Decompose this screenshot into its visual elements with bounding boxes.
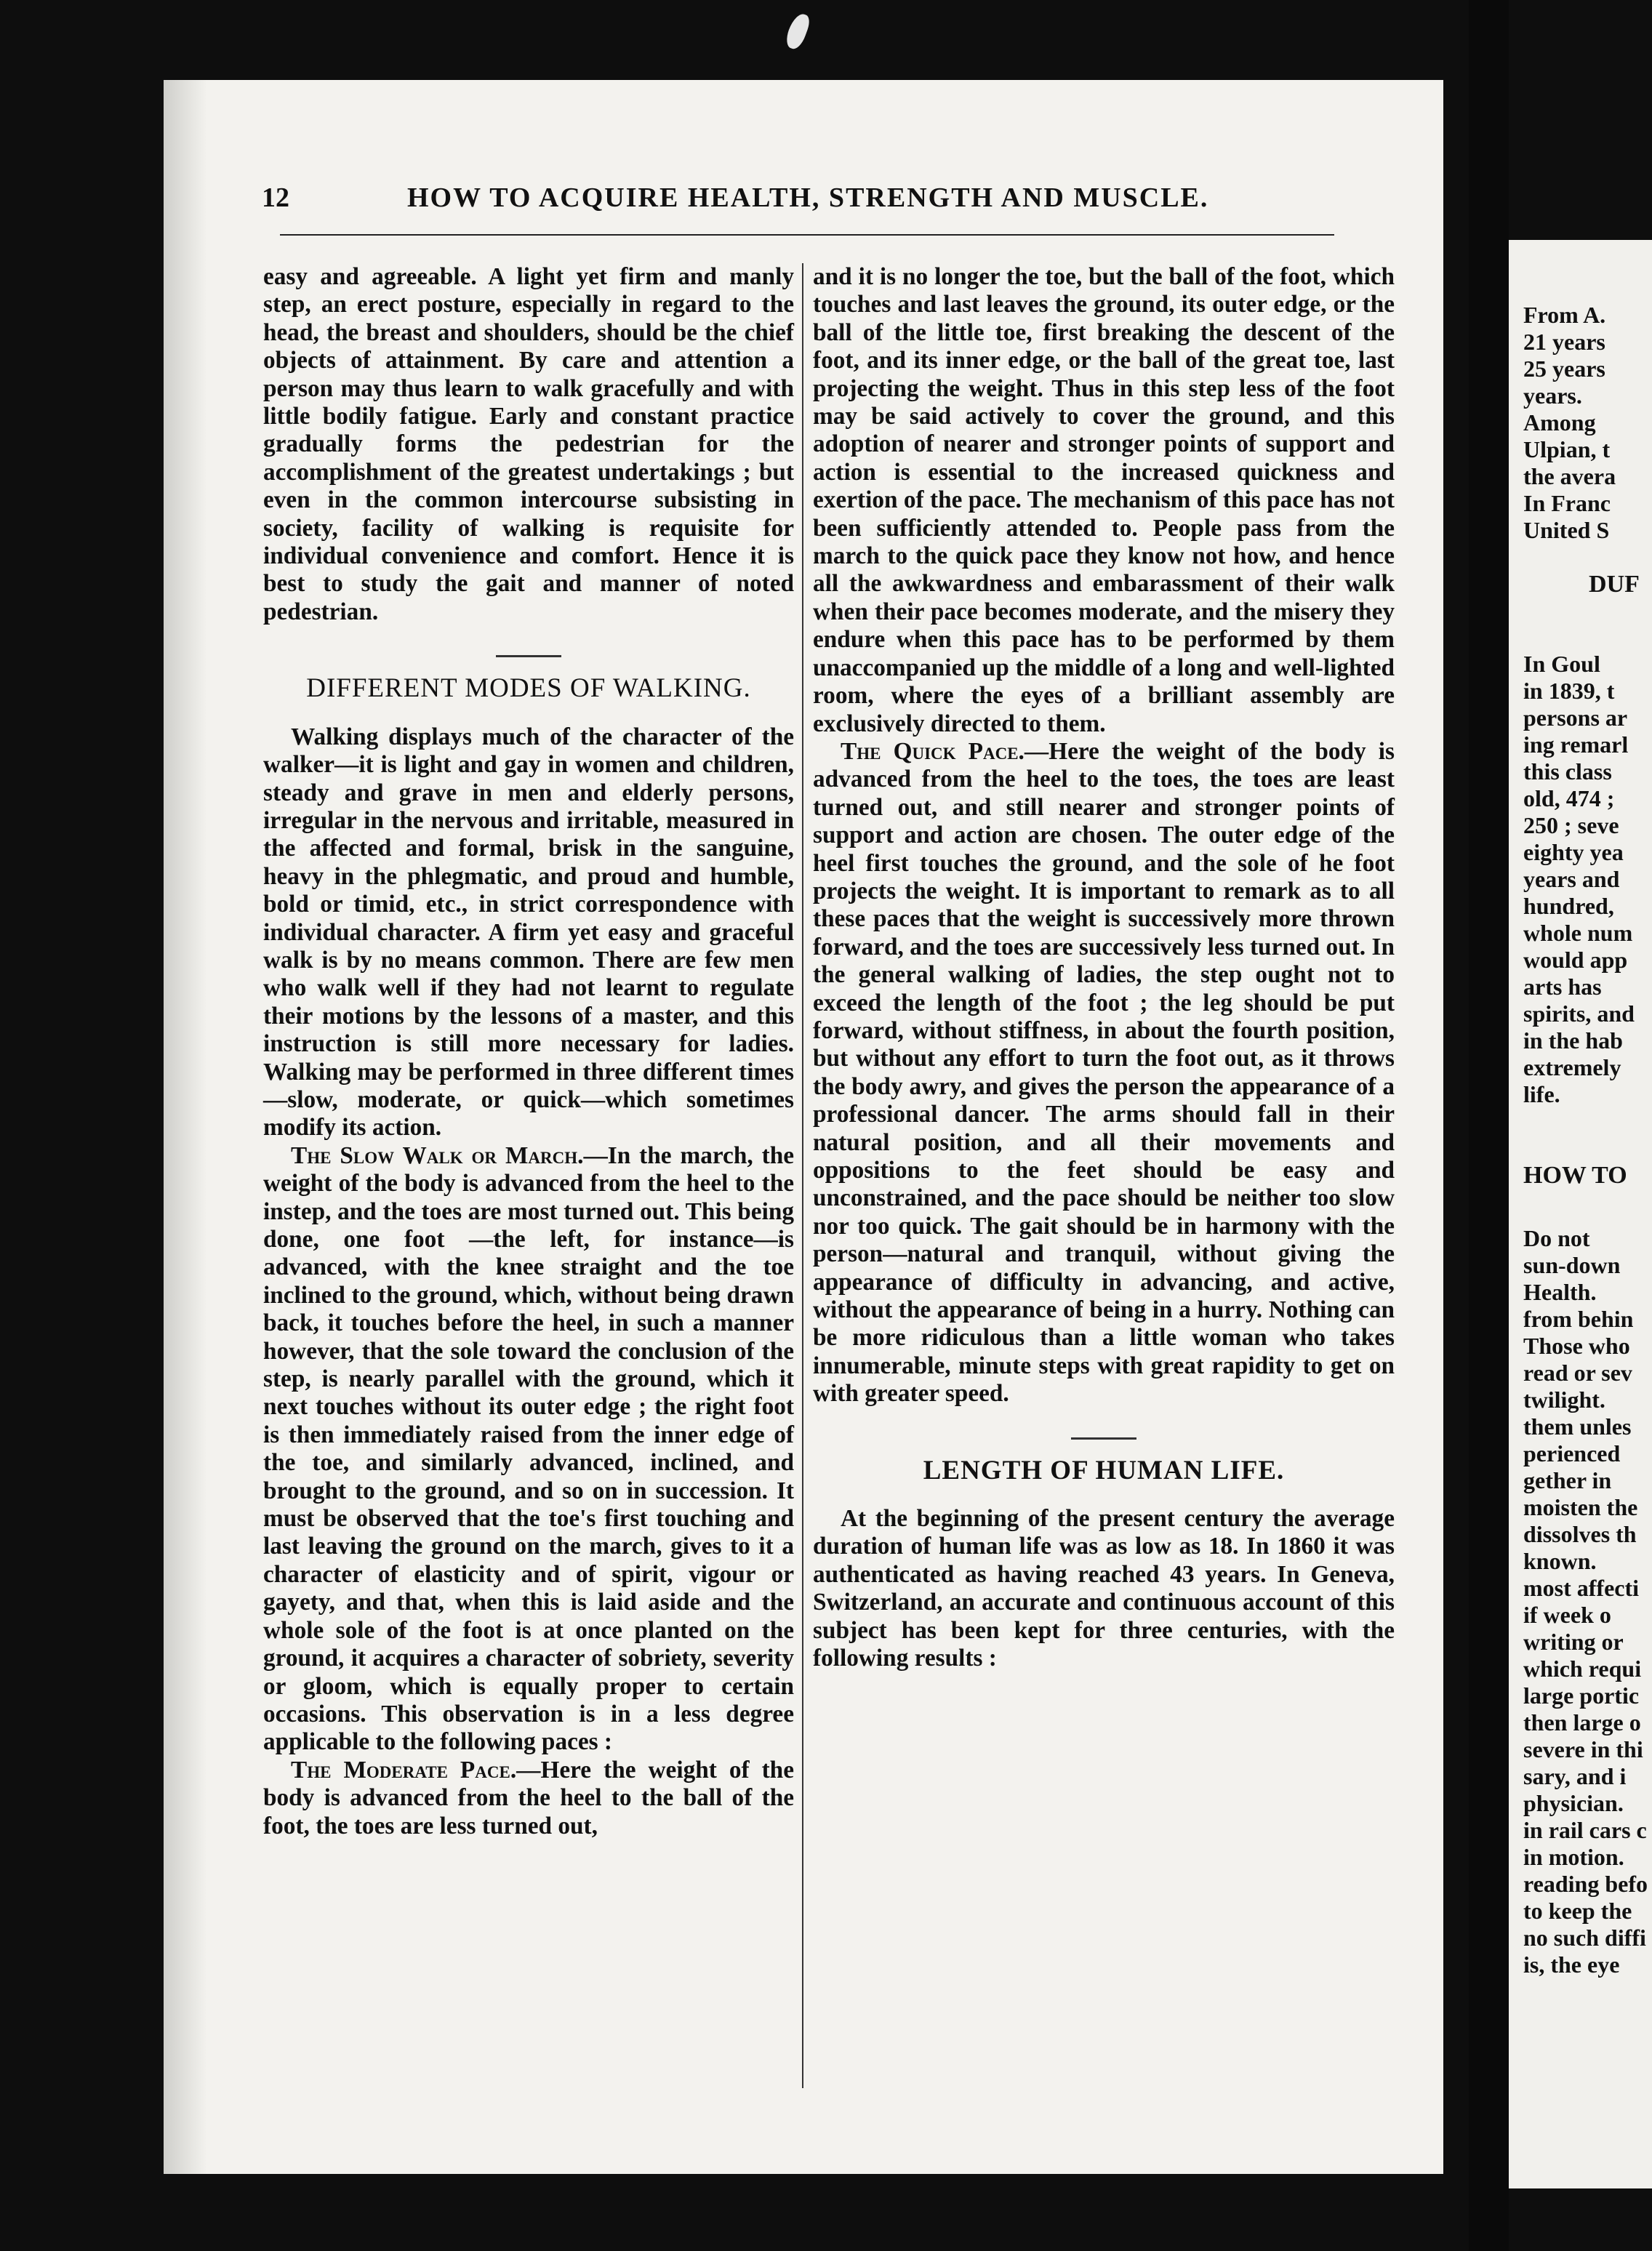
scan-artifact xyxy=(783,11,812,51)
text-line-fragment: in 1839, t xyxy=(1523,678,1615,704)
section-heading-fragment: HOW TO xyxy=(1523,1162,1627,1189)
text-line-fragment: the avera xyxy=(1523,463,1616,489)
text-line-fragment: Among xyxy=(1523,409,1596,436)
text-line-fragment: read or sev xyxy=(1523,1360,1632,1386)
paragraph: Walking displays much of the character of the walker—it is light and gay in women and children, steady and grave in men and elderly persons, irregular in the nervous and irritable, measured in the affected and formal, brisk in the sanguine, heavy in the phlegmatic, and proud and humble, bold or timid, etc., in strict correspondence with individual character. A firm yet easy and graceful walk is by no means common. There are few men who walk well if they had not learnt to regulate their motions by the lessons of a master, and this instruction is still more necessary for ladies. Walking may be performed in three different times—slow, moderate, or quick—which sometimes modify its action. xyxy=(263,723,794,1141)
text-line-fragment: in the hab xyxy=(1523,1027,1623,1054)
facing-page-fragment xyxy=(1509,240,1652,2188)
text-line-fragment: 21 years xyxy=(1523,329,1605,355)
text-line-fragment: spirits, and xyxy=(1523,1000,1635,1027)
section-heading: DIFFERENT MODES OF WALKING. xyxy=(306,673,751,704)
text-line-fragment: them unles xyxy=(1523,1413,1632,1440)
text-line-fragment: physician. xyxy=(1523,1790,1624,1816)
text-line-fragment: From A. xyxy=(1523,302,1606,328)
text-line-fragment: gether in xyxy=(1523,1467,1612,1493)
text-line-fragment: then large o xyxy=(1523,1709,1641,1736)
text-line-fragment: writing or xyxy=(1523,1629,1624,1655)
text-line-fragment: years. xyxy=(1523,382,1582,409)
text-line-fragment: dissolves th xyxy=(1523,1521,1637,1547)
header-rule xyxy=(280,234,1334,236)
paragraph-text: —In the march, the weight of the body is advanced from the heel to the instep, and the toes are most turned out. This being done, one foot —the left, for instance—is advanced, with the knee straight and the toe inclined to the ground, which, without being drawn back, it touches before the heel, in such a manner however, that the sole toward the conclusion of the step, is nearly parallel with the ground, which it next touches without its outer edge ; the right foot is then immediately raised from the inner edge of the toe, and similarly advanced, inclined, and brought to the ground, and so on in succession. It must be observed that the toe's first touching and last leaving the ground on the march, gives to it a character of elasticity and of spirit, vigour or gayety, and that, when this is laid aside and the whole sole of the foot is at once planted on the ground, it acquires a character of sobriety, severity or gloom, which is equally proper to certain occasions. This observation is in a less degree applicable to the following paces : xyxy=(263,1141,794,1756)
text-line-fragment: years and xyxy=(1523,866,1620,892)
text-line-fragment: 250 ; seve xyxy=(1523,812,1619,838)
text-line-fragment: ing remarl xyxy=(1523,731,1629,758)
text-line-fragment: from behin xyxy=(1523,1306,1634,1332)
text-line-fragment: In Franc xyxy=(1523,490,1611,516)
text-line-fragment: perienced xyxy=(1523,1440,1621,1466)
text-line-fragment: arts has xyxy=(1523,974,1602,1000)
text-line-fragment: twilight. xyxy=(1523,1387,1605,1413)
paragraph: At the beginning of the present century the average duration of human life was as low as 18. In 1860 it was authenticated as having reached 43 years. In Geneva, Switzerland, an accurate and continuous account of this subject has been kept for three centuries, with the following results : xyxy=(813,1505,1395,1672)
text-line-fragment: United S xyxy=(1523,517,1610,543)
middle-column xyxy=(813,263,1395,1673)
running-header xyxy=(262,182,1309,225)
section-ornament xyxy=(496,655,561,657)
run-in-heading: The Slow Walk or March. xyxy=(291,1141,584,1169)
text-line-fragment: known. xyxy=(1523,1548,1597,1574)
text-line-fragment: is, the eye xyxy=(1523,1951,1620,1978)
text-line-fragment: in rail cars c xyxy=(1523,1817,1647,1843)
section-heading-fragment: DUF xyxy=(1589,571,1640,598)
text-line-fragment: in motion. xyxy=(1523,1844,1624,1870)
paragraph-text: —Here the weight of the body is advanced from the heel to the ball of the foot, the toes are less turned out, xyxy=(263,1756,794,1839)
text-line-fragment: extremely xyxy=(1523,1054,1621,1080)
text-line-fragment: no such diffi xyxy=(1523,1925,1646,1951)
text-line-fragment: whole num xyxy=(1523,920,1633,946)
text-line-fragment: if week o xyxy=(1523,1602,1611,1628)
text-line-fragment: severe in thi xyxy=(1523,1736,1643,1762)
text-line-fragment: life. xyxy=(1523,1081,1560,1107)
text-line-fragment: sun-down xyxy=(1523,1252,1621,1278)
paragraph: and it is no longer the toe, but the ball of the foot, which touches and last leaves the ground, its outer edge, or the ball of the little toe, first breaking the descent of the foot, and its inner edge, or the ball of the great toe, last projecting the weight. Thus in this step less of the foot may be said actively to cover the ground, and this adoption of nearer and stronger points of support and action is essential to the increased quickness and exertion of the pace. The mechanism of this pace has not been sufficiently attended to. People pass from the march to the quick pace they know not how, and hence all the awkwardness and embarassment of their walk when their pace becomes moderate, and the misery they endure when this pace has to be performed by them unaccompanied up the middle of a long and well-lighted room, where the eyes of a brilliant assembly are exclusively directed to them. xyxy=(813,263,1395,737)
text-line-fragment: Ulpian, t xyxy=(1523,436,1611,462)
text-line-fragment: sary, and i xyxy=(1523,1763,1627,1789)
text-line-fragment: hundred, xyxy=(1523,893,1614,919)
paragraph-text: —Here the weight of the body is advanced from the heel to the toes, the toes are least turned out, and still nearer and stronger points of support and action are chosen. The outer edge of the heel first touches the ground, and the sole of he foot projects the weight. It is important to remark as to all these paces that the weight is successively more thrown forward, and the toes are successively less turned out. In the general walking of ladies, the step ought not to exceed the length of the foot ; the leg should be put forward, without stiffness, in about the fourth position, but without any effort to turn the foot out, as it throws the body awry, and gives the person the appearance of a professional dancer. The arms should fall in their natural position, and all their movements and oppositions to the feet should be easy and unconstrained, and the pace should be neither too slow nor too quick. The gait should be in harmony with the person—natural and tranquil, without giving the appearance of difficulty in advancing, and active, without the appearance of being in a hurry. Nothing can be more ridiculous than a little woman who takes innumerable, minute steps with great rapidity to get on with greater speed. xyxy=(813,737,1395,1408)
text-line-fragment: Those who xyxy=(1523,1333,1630,1359)
run-in-heading: The Quick Pace. xyxy=(841,737,1025,765)
page-gutter-shadow xyxy=(1469,0,1509,2251)
text-line-fragment: which requi xyxy=(1523,1656,1642,1682)
text-line-fragment: moisten the xyxy=(1523,1494,1638,1520)
page-title: HOW TO ACQUIRE HEALTH, STRENGTH AND MUSCLE. xyxy=(407,182,1209,213)
text-line-fragment: most affecti xyxy=(1523,1575,1640,1601)
text-line-fragment: to keep the xyxy=(1523,1898,1632,1924)
text-line-fragment: would app xyxy=(1523,947,1628,973)
section-ornament xyxy=(1071,1437,1136,1440)
text-line-fragment: In Goul xyxy=(1523,651,1600,677)
text-line-fragment: Health. xyxy=(1523,1279,1597,1305)
section-heading: LENGTH OF HUMAN LIFE. xyxy=(923,1455,1285,1485)
page-number: 12 xyxy=(262,182,289,213)
text-line-fragment: old, 474 ; xyxy=(1523,785,1615,811)
text-line-fragment: reading befo xyxy=(1523,1871,1648,1897)
text-line-fragment: this class xyxy=(1523,758,1612,785)
text-line-fragment: persons ar xyxy=(1523,705,1628,731)
run-in-heading: The Moderate Pace. xyxy=(291,1756,517,1783)
text-line-fragment: Do not xyxy=(1523,1225,1590,1251)
column-rule xyxy=(802,263,803,2088)
left-column xyxy=(263,263,794,1840)
text-line-fragment: 25 years xyxy=(1523,356,1605,382)
text-line-fragment: eighty yea xyxy=(1523,839,1624,865)
paragraph: easy and agreeable. A light yet firm and manly step, an erect posture, especially in regard to the head, the breast and shoulders, should be the chief objects of attainment. By care and attention a person may thus learn to walk gracefully and with little bodily fatigue. Early and constant practice gradually forms the pedestrian for the accomplishment of the greatest undertakings ; but even in the common intercourse subsisting in society, facility of walking is requisite for individual convenience and comfort. Hence it is best to study the gait and manner of noted pedestrian. xyxy=(263,263,794,625)
text-line-fragment: large portic xyxy=(1523,1682,1640,1709)
